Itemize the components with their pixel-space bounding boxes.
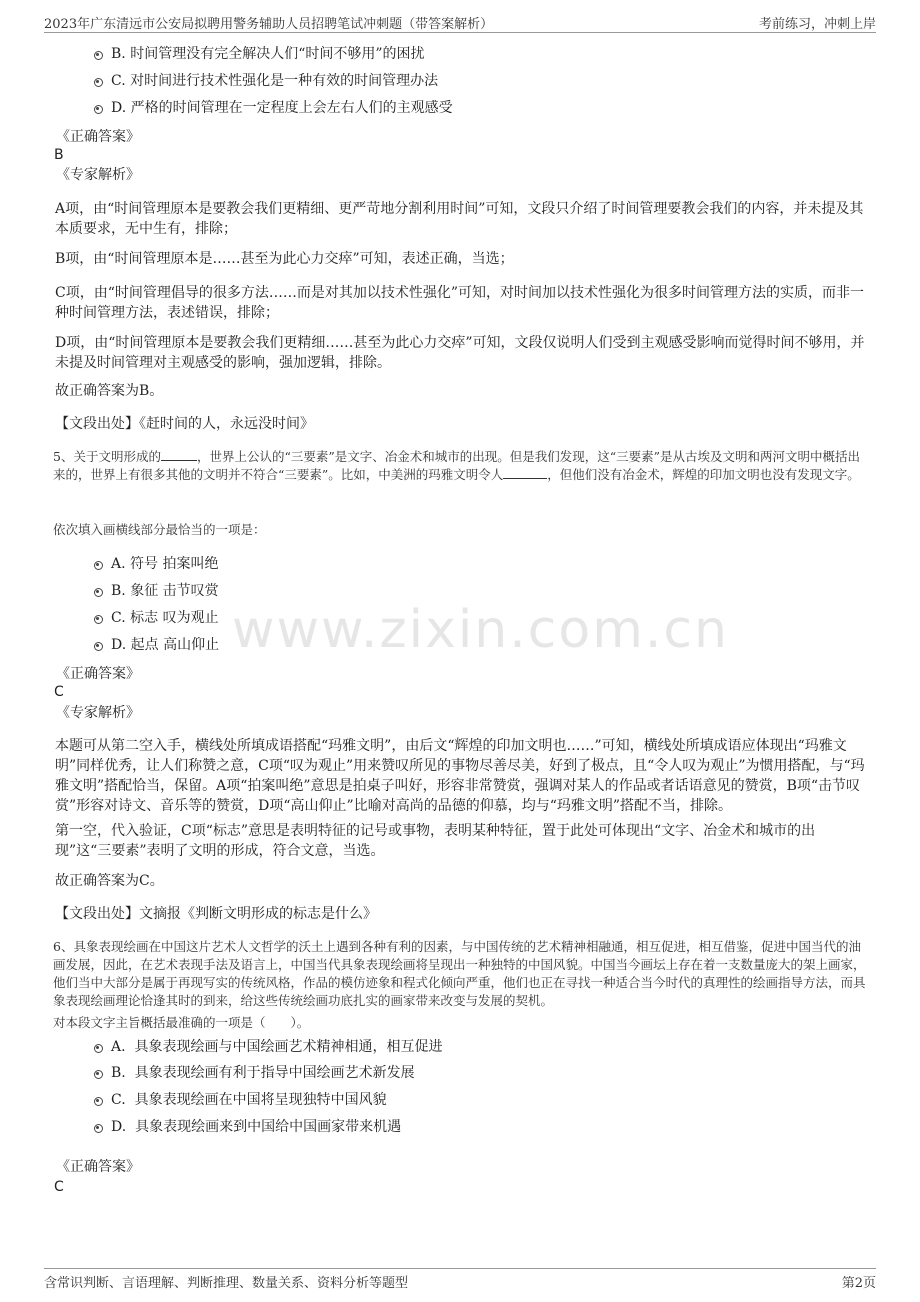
header-slogan: 考前练习，冲刺上岸 <box>758 17 876 32</box>
question-prompt: 对本段文字主旨概括最准确的一项是（ ）。 <box>53 1015 310 1030</box>
answer-label: 《正确答案》 <box>56 666 140 682</box>
radio-icon[interactable] <box>94 642 103 651</box>
radio-icon[interactable] <box>94 105 103 114</box>
analysis-paragraph: 本题可从第二空入手，横线处所填成语搭配“玛雅文明”，由后文“辉煌的印加文明也……”可知，横线处所填成语应体现出“玛雅文明”同样优秀，让人们称赞之意，C项“叹为观止”用来赞叹所见的事物尽善尽美，好到了极点，且“令人叹为观止”为惯用搭配，与“玛雅文明”搭配恰当，保留。A项“拍案叫绝”意思是拍桌子叫好，形容非常赞赏，强调对某人的作品或者话语意见的赞赏，B项“击节叹赏”形容对诗文、音乐等的赞赏，D项“高山仰止”比喻对高尚的品德的仰慕，均与“玛雅文明”搭配不当，排除。 <box>55 738 865 814</box>
q4-option-d[interactable]: D. 严格的时间管理在一定程度上会左右人们的主观感受 <box>94 98 453 118</box>
answer-label: 《正确答案》 <box>56 1159 140 1175</box>
radio-icon[interactable] <box>94 51 103 60</box>
radio-icon[interactable] <box>94 1097 103 1106</box>
question-stem: 5、关于文明形成的 ，世界上公认的“三要素”是文字、冶金术和城市的出现。但是我们发现，这“三要素”是从古埃及文明和两河文明中概括出来的，世界上有很多其他的文明并不符合“三要素”。比如，中美洲的玛雅文明令人 ，但他们没有冶金术，辉煌的印加文明也没有发现文字。 <box>53 449 861 482</box>
analysis-conclusion: 故正确答案为B。 <box>55 383 164 399</box>
radio-icon[interactable] <box>94 1070 103 1079</box>
q5-option-c[interactable]: C. 标志 叹为观止 <box>94 608 219 628</box>
q6-option-a[interactable]: A. 具象表现绘画与中国绘画艺术精神相通，相互促进 <box>94 1037 442 1057</box>
source-line: 【文段出处】文摘报《判断文明形成的标志是什么》 <box>55 906 377 922</box>
radio-icon[interactable] <box>94 588 103 597</box>
analysis-label: 《专家解析》 <box>56 167 140 183</box>
q6-option-c[interactable]: C. 具象表现绘画在中国将呈现独特中国风貌 <box>94 1090 387 1110</box>
analysis-paragraph: B项，由“时间管理原本是……甚至为此心力交瘁”可知，表述正确，当选； <box>55 251 514 267</box>
analysis-paragraph: D项，由“时间管理原本是要教会我们更精细……甚至为此心力交瘁”可知，文段仅说明人们受到主观感受影响而觉得时间不够用，并未提及时间管理对主观感受的影响，强加逻辑，排除。 <box>55 335 865 371</box>
answer-value: C <box>54 684 64 700</box>
watermark: www.zixin.com.cn <box>232 600 729 660</box>
q5-option-b[interactable]: B. 象征 击节叹赏 <box>94 581 219 601</box>
analysis-paragraph: 第一空，代入验证，C项“标志”意思是表明特征的记号或事物，表明某种特征，置于此处可体现出“文字、冶金术和城市的出现”这“三要素”表明了文明的形成，符合文意，当选。 <box>55 823 816 859</box>
answer-value: B <box>54 147 64 163</box>
page-number: 第2页 <box>841 1276 876 1291</box>
doc-title: 2023年广东清远市公安局拟聘用警务辅助人员招聘笔试冲刺题（带答案解析） <box>44 17 494 32</box>
q6-option-b[interactable]: B. 具象表现绘画有利于指导中国绘画艺术新发展 <box>94 1063 415 1083</box>
analysis-conclusion: 故正确答案为C。 <box>55 873 164 889</box>
q5-option-a[interactable]: A. 符号 拍案叫绝 <box>94 554 218 574</box>
q6-option-d[interactable]: D. 具象表现绘画来到中国给中国画家带来机遇 <box>94 1117 401 1137</box>
analysis-label: 《专家解析》 <box>56 705 140 721</box>
q4-option-b[interactable]: B. 时间管理没有完全解决人们“时间不够用”的困扰 <box>94 44 425 64</box>
footer-note: 含常识判断、言语理解、判断推理、数量关系、资料分析等题型 <box>44 1276 409 1291</box>
question-stem: 6、具象表现绘画在中国这片艺术人文哲学的沃土上遇到各种有利的因素，与中国传统的艺术精神相融通，相互促进，相互借鉴，促进中国当代的油画发展，因此，在艺术表现手法及语言上，中国当代具象表现绘画将呈现出一种独特的中国风貌。中国当今画坛上存在着一支数量庞大的架上画家，他们当中大部分是属于再现写实的传统风格，作品的模仿迹象和程式化倾向严重，他们也正在寻找一种适合当今时代的真理性的绘画指导方法，而具象表现绘画理论恰逢其时的到来，给这些传统绘画功底扎实的画家带来改变与发展的契机。 <box>53 939 866 1008</box>
analysis-paragraph: C项，由“时间管理倡导的很多方法……而是对其加以技术性强化”可知，对时间加以技术性强化为很多时间管理方法的实质，而非一种时间管理方法，表述错误，排除； <box>55 285 865 321</box>
source-line: 【文段出处】《赶时间的人，永远没时间》 <box>55 416 314 432</box>
page-footer <box>44 1268 876 1291</box>
radio-icon[interactable] <box>94 1124 103 1133</box>
page-header <box>44 10 876 33</box>
analysis-paragraph: A项，由“时间管理原本是要教会我们更精细、更严苛地分割利用时间”可知，文段只介绍了时间管理要教会我们的内容，并未提及其本质要求，无中生有，排除； <box>55 201 864 237</box>
q5-option-d[interactable]: D. 起点 高山仰止 <box>94 635 219 655</box>
q4-option-c[interactable]: C. 对时间进行技术性强化是一种有效的时间管理办法 <box>94 71 438 91</box>
radio-icon[interactable] <box>94 615 103 624</box>
radio-icon[interactable] <box>94 1044 103 1053</box>
question-prompt: 依次填入画横线部分最恰当的一项是： <box>53 522 266 537</box>
answer-label: 《正确答案》 <box>56 129 140 145</box>
radio-icon[interactable] <box>94 561 103 570</box>
answer-value: C <box>54 1179 64 1195</box>
radio-icon[interactable] <box>94 78 103 87</box>
